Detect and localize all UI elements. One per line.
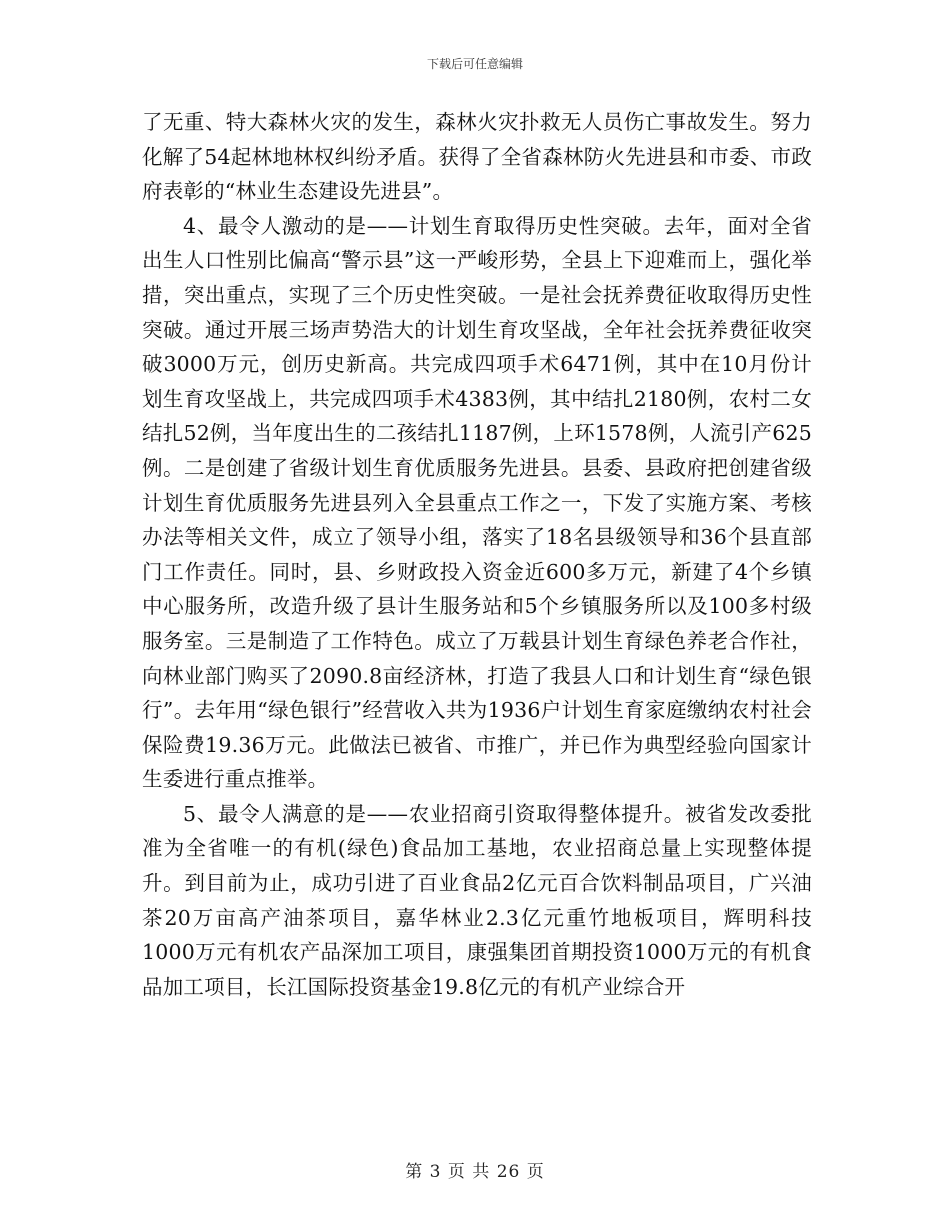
- paragraph-family-planning: 4、最令人激动的是——计划生育取得历史性突破。去年，面对全省出生人口性别比偏高“警示县”这一严峻形势，全县上下迎难而上，强化举措，突出重点，实现了三个历史性突破。一是社会抚养费征收取得历史性突破。通过开展三场声势浩大的计划生育攻坚战，全年社会抚养费征收突破3000万元，创历史新高。共完成四项手术6471例，其中在10月份计划生育攻坚战上，共完成四项手术4383例，其中结扎2180例，农村二女结扎52例，当年度出生的二孩结扎1187例，上环1578例，人流引产625例。二是创建了省级计划生育优质服务先进县。县委、县政府把创建省级计划生育优质服务先进县列入全县重点工作之一，下发了实施方案、考核办法等相关文件，成立了领导小组，落实了18名县级领导和36个县直部门工作责任。同时，县、乡财政投入资金近600多万元，新建了4个乡镇中心服务所，改造升级了县计生服务站和5个乡镇服务所以及100多村级服务室。三是制造了工作特色。成立了万载县计划生育绿色养老合作社，向林业部门购买了2090.8亩经济林，打造了我县人口和计划生育“绿色银行”。去年用“绿色银行”经营收入共为1936户计划生育家庭缴纳农村社会保险费19.36万元。此做法已被省、市推广，并已作为典型经验向国家计生委进行重点推举。: [142, 213, 812, 792]
- paragraph-continuation: 了无重、特大森林火灾的发生，森林火灾扑救无人员伤亡事故发生。努力化解了54起林地林权纠纷矛盾。获得了全省森林防火先进县和市委、市政府表彰的“林业生态建设先进县”。: [142, 110, 812, 204]
- page-header-note: 下载后可任意编辑: [426, 57, 523, 71]
- page-number: 第 3 页 共 26 页: [405, 1162, 545, 1182]
- paragraph-agriculture-investment: 5、最令人满意的是——农业招商引资取得整体提升。被省发改委批准为全省唯一的有机(绿色)食品加工基地，农业招商总量上实现整体提升。到目前为止，成功引进了百业食品2亿元百合饮料制品项目，广兴油茶20万亩高产油茶项目，嘉华林业2.3亿元重竹地板项目，辉明科技1000万元有机农产品深加工项目，康强集团首期投资1000万元的有机食品加工项目，长江国际投资基金19.8亿元的有机产业综合开: [142, 801, 812, 999]
- document-body: [142, 105, 812, 1004]
